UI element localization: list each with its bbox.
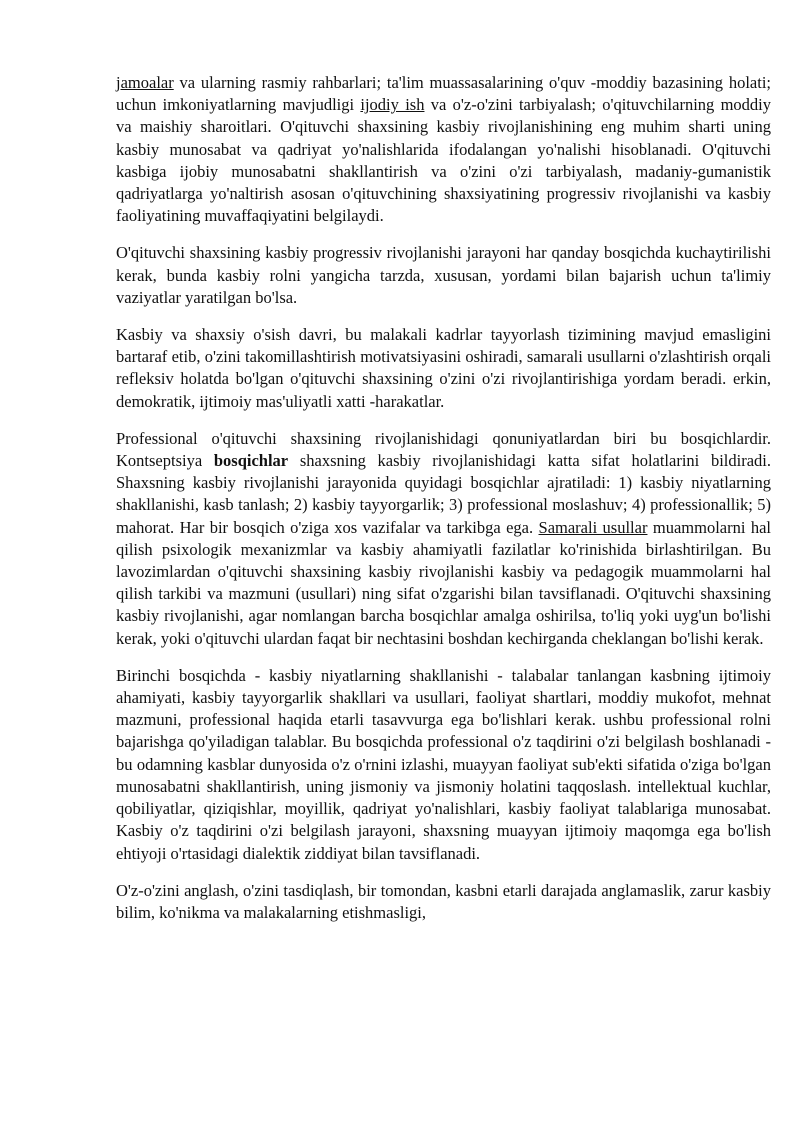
link-ijodiy-ish[interactable]: ijodiy ish — [360, 95, 425, 115]
paragraph-text: Professional o'qituvchi shaxsining rivojlanishidagi qonuniyatlardan biri bu bosqichlardir. Kontseptsiya — [116, 428, 771, 471]
paragraph-text: va ularning rasmiy rahbarlari; ta'lim muassasalarining o'quv -moddiy bazasining holati; uchun imkoniyatlarning mavjudligi — [116, 73, 771, 115]
paragraph-5 — [116, 665, 771, 865]
paragraph-1 — [116, 72, 771, 227]
link-samarali-usullar[interactable]: Samarali usullar — [538, 517, 648, 537]
paragraph-3 — [116, 324, 771, 413]
paragraph-6 — [116, 880, 771, 924]
paragraph-text: Birinchi bosqichda - kasbiy niyatlarning shakllanishi - talabalar tanlangan kasbning ijtimoiy ahamiyati, kasbiy tayyorgarlik shakllari va usullari, faoliyat shartlari, moddiy mukofot, mehnat mazmuni, professional haqida etarli tasavvurga ega bo'lishlari kerak. ushbu professional rolni bajarishga qo'yiladigan talablar. Bu bosqichda professional o'z taqdirini o'zi belgilash boshlanadi - bu odamning kasblar dunyosida o'z o'rnini izlashi, muayyan faoliyat sub'ekti sifatida o'ziga bo'lgan munosabatni shakllantirish, uning jismoniy va jismoniy holatini taqqoslash. intellektual kuchlar, qobiliyatlar, qiziqishlar, moyillik, qadriyat yo'nalishlari, kasbiy faoliyat talablariga munosabat. Kasbiy o'z taqdirini o'zi belgilash jarayoni, shaxsning muayyan ijtimoiy maqomga ega bo'lish ehtiyoji o'rtasidagi dialektik ziddiyat bilan tavsiflanadi. — [116, 665, 771, 863]
paragraph-2 — [116, 242, 771, 309]
paragraph-4 — [116, 428, 771, 650]
paragraph-text: Kasbiy va shaxsiy o'sish davri, bu malakali kadrlar tayyorlash tizimining mavjud emasligini bartaraf etib, o'zini takomillashtirish motivatsiyasini oshiradi, samarali usullarni o'zlashtirish orqali refleksiv holatda bo'lgan o'qituvchi shaxsining o'zini o'zi rivojlantirishiga yordam beradi. erkin, demokratik, ijtimoiy mas'uliyatli xatti -harakatlar. — [116, 325, 771, 411]
paragraph-text: O'qituvchi shaxsining kasbiy progressiv rivojlanishi jarayoni har qanday bosqichda kuchaytirilishi kerak, bunda kasbiy rolni yangicha tarzda, xususan, yordami bilan bajarish uchun ta'limiy vaziyatlar yaratilgan bo'lsa. — [116, 243, 771, 307]
paragraph-text: muammolarni hal qilish psixologik mexanizmlar va kasbiy ahamiyatli fazilatlar ko'rinishida birlashtirilgan. Bu lavozimlardan o'qituvchi shaxsining kasbiy rivojlanishi kasbiy va pedagogik muammolarni hal qilish tarkibi va mazmuni (usullari) ning sifat o'zgarishi bilan tavsiflanadi. O'qituvchi shaxsining kasbiy rivojlanishi, agar nomlangan barcha bosqichlar amalga oshirilsa, to'liq yoki uyg'un bo'lishi kerak, yoki o'qituvchi ulardan faqat bir nechtasini boshdan kechirganda cheklangan bo'lishi kerak. — [116, 517, 771, 648]
paragraph-text: O'z-o'zini anglash, o'zini tasdiqlash, bir tomondan, kasbni etarli darajada anglamaslik, zarur kasbiy bilim, ko'nikma va malakalarning etishmasligi, — [116, 880, 771, 922]
link-jamoalar[interactable]: jamoalar — [116, 73, 174, 92]
bold-term-bosqichlar: bosqichlar — [213, 451, 289, 471]
paragraph-text: shaxsning kasbiy rivojlanishidagi katta sifat holatlarini bildiradi. Shaxsning kasbiy rivojlanishi jarayonida quyidagi bosqichlar ajratiladi: 1) kasbiy niyatlarning shakllanishi, kasb tanlash; 2) kasbiy tayyorgarlik; 3) professional moslashuv; 4) professionallik; 5) mahorat. Har bir bosqich o'ziga xos vazifalar va tarkibga ega. — [116, 451, 771, 537]
paragraph-text: va o'z-o'zini tarbiyalash; o'qituvchilarning moddiy va maishiy sharoitlari. O'qituvchi shaxsining kasbiy rivojlanishining eng muhim sharti uning kasbiy munosabat va qadriyat yo'nalishlarida ifodalangan yo'nalishi hisoblanadi. O'qituvchi kasbiga ijobiy munosabatni shakllantirish va o'zini o'zi tarbiyalash, madaniy-gumanistik qadriyatlarga yo'naltirish asosan o'qituvchining shaxsiyatining progressiv rivojlanishi va kasbiy faoliyatining muvaffaqiyatini belgilaydi. — [116, 95, 772, 226]
